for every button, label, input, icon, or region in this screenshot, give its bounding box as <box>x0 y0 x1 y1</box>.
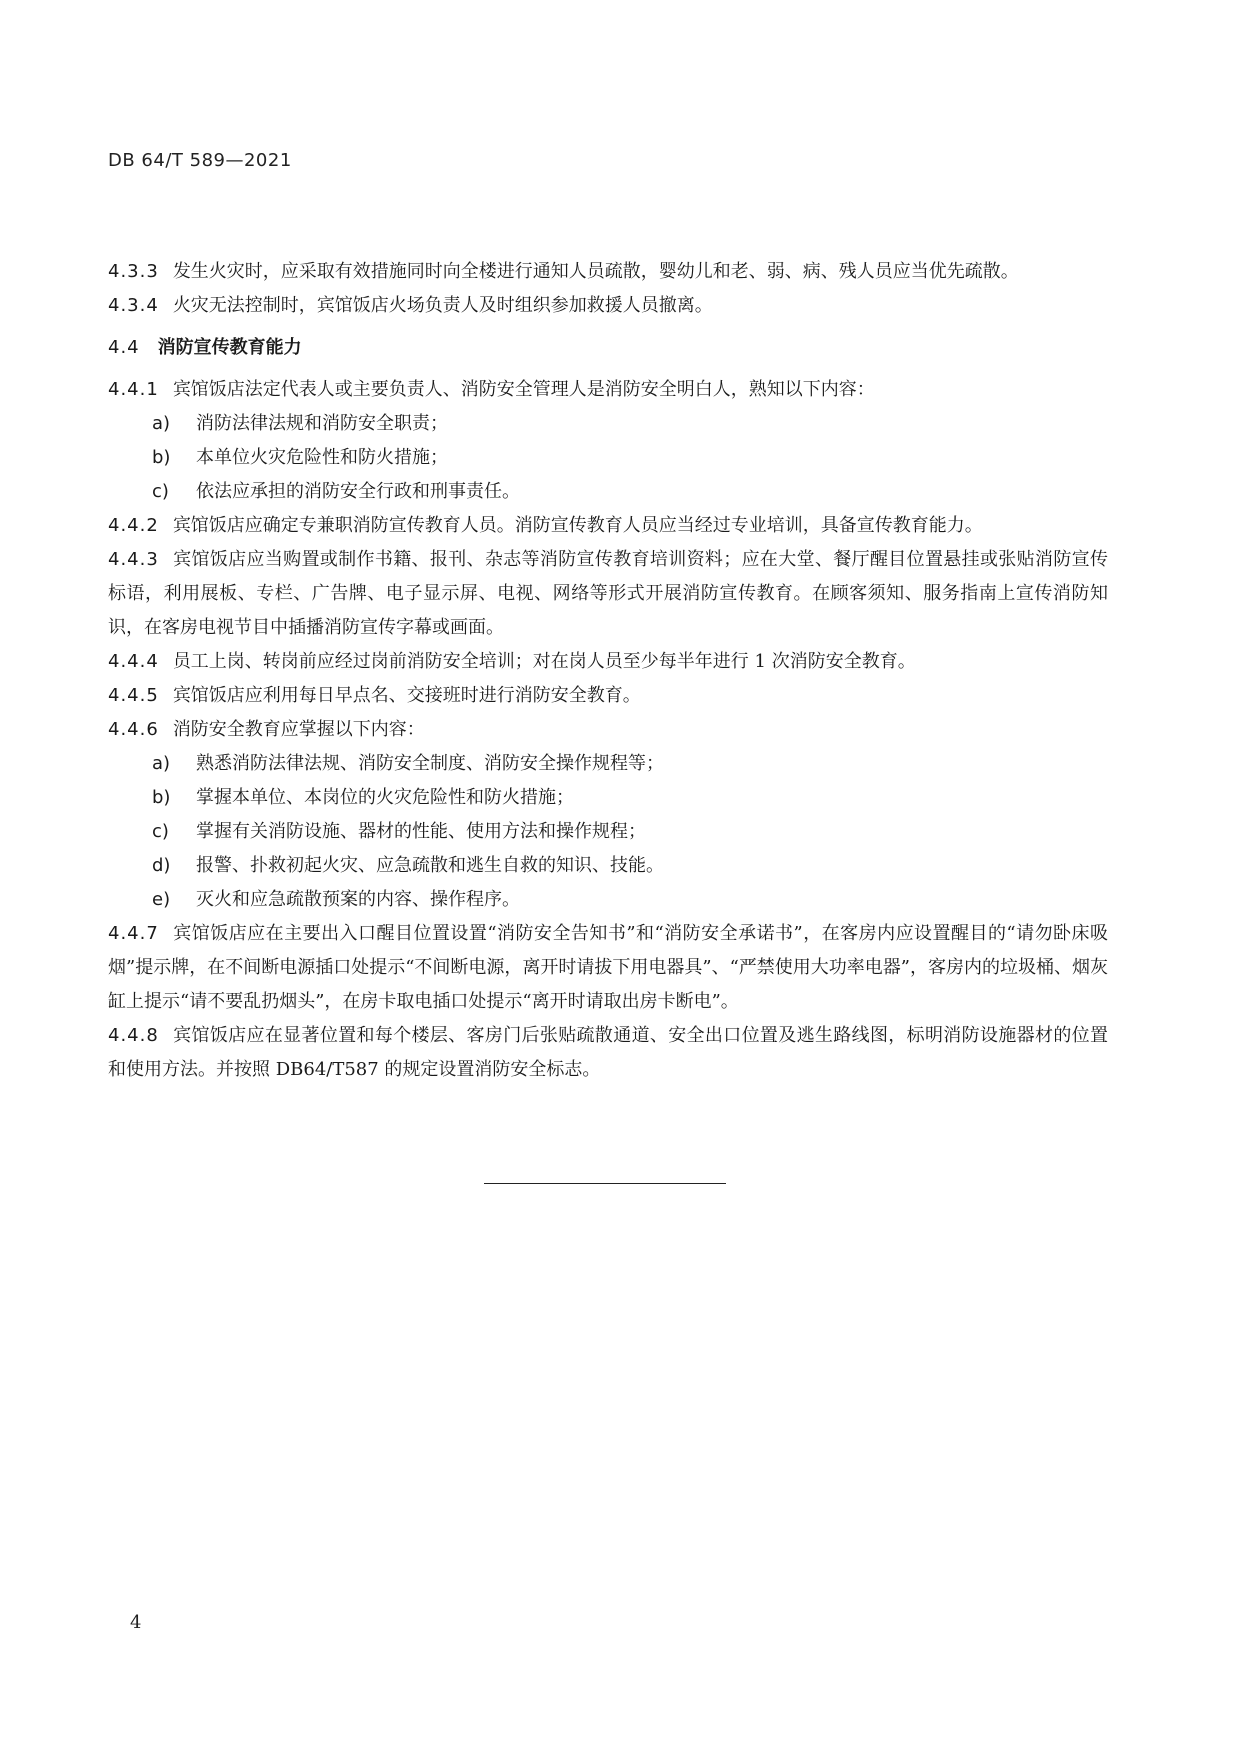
page-number: 4 <box>130 1612 142 1633</box>
list-text: 灭火和应急疏散预案的内容、操作程序。 <box>196 889 520 910</box>
clause-number: 4.4.4 <box>108 651 159 672</box>
clause-number: 4.3.3 <box>108 261 159 282</box>
end-of-document-rule <box>484 1183 726 1184</box>
list-text: 掌握有关消防设施、器材的性能、使用方法和操作规程； <box>196 821 646 842</box>
clause-4-4-2 <box>108 509 1108 543</box>
clause-number: 4.4.6 <box>108 719 159 740</box>
section-number: 4.4 <box>108 337 140 358</box>
list-marker: e) <box>152 889 171 910</box>
list-item <box>108 883 1108 917</box>
document-body <box>108 255 1108 1087</box>
clause-text: 宾馆饭店应利用每日早点名、交接班时进行消防安全教育。 <box>172 685 641 706</box>
clause-number: 4.4.3 <box>108 549 159 570</box>
clause-4-4-7 <box>108 917 1108 1019</box>
clause-text: 火灾无法控制时，宾馆饭店火场负责人及时组织参加救援人员撤离。 <box>172 295 713 316</box>
list-marker: c) <box>152 821 169 842</box>
clause-number: 4.4.2 <box>108 515 159 536</box>
clause-4-4-1 <box>108 373 1108 407</box>
list-marker: d) <box>152 855 171 876</box>
clause-4-3-4 <box>108 289 1108 323</box>
clause-text: 员工上岗、转岗前应经过岗前消防安全培训；对在岗人员至少每半年进行 1 次消防安全教育。 <box>172 651 916 672</box>
clause-text: 宾馆饭店应在显著位置和每个楼层、客房门后张贴疏散通道、安全出口位置及逃生路线图，标明消防设施器材的位置和使用方法。并按照 DB64/T587 的规定设置消防安全标志。 <box>108 1025 1108 1080</box>
list-marker: b) <box>152 447 171 468</box>
list-text: 掌握本单位、本岗位的火灾危险性和防火措施； <box>196 787 574 808</box>
list-item <box>108 475 1108 509</box>
list-item <box>108 747 1108 781</box>
clause-4-3-3 <box>108 255 1108 289</box>
clause-4-4-8 <box>108 1019 1108 1087</box>
clause-text: 发生火灾时，应采取有效措施同时向全楼进行通知人员疏散，婴幼儿和老、弱、病、残人员应当优先疏散。 <box>172 261 1019 282</box>
list-text: 本单位火灾危险性和防火措施； <box>196 447 448 468</box>
clause-number: 4.3.4 <box>108 295 159 316</box>
clause-number: 4.4.7 <box>108 923 159 944</box>
list-item <box>108 407 1108 441</box>
clause-text: 宾馆饭店应在主要出入口醒目位置设置“消防安全告知书”和“消防安全承诺书”，在客房内应设置醒目的“请勿卧床吸烟”提示牌，在不间断电源插口处提示“不间断电源，离开时请拔下用电器具”、“严禁使用大功率电器”，客房内的垃圾桶、烟灰缸上提示“请不要乱扔烟头”，在房卡取电插口处提示“离开时请取出房卡断电”。 <box>108 923 1109 1012</box>
section-heading-4-4 <box>108 331 1108 365</box>
section-title: 消防宣传教育能力 <box>157 337 302 358</box>
list-text: 熟悉消防法律法规、消防安全制度、消防安全操作规程等； <box>196 753 664 774</box>
list-marker: a) <box>152 413 171 434</box>
clause-text: 宾馆饭店应确定专兼职消防宣传教育人员。消防宣传教育人员应当经过专业培训，具备宣传教育能力。 <box>172 515 983 536</box>
clause-4-4-3 <box>108 543 1108 645</box>
clause-text: 宾馆饭店法定代表人或主要负责人、消防安全管理人是消防安全明白人，熟知以下内容： <box>172 379 875 400</box>
list-text: 依法应承担的消防安全行政和刑事责任。 <box>196 481 520 502</box>
list-marker: a) <box>152 753 171 774</box>
list-item <box>108 781 1108 815</box>
clause-number: 4.4.8 <box>108 1025 159 1046</box>
document-code: DB 64/T 589—2021 <box>108 150 292 171</box>
list-item <box>108 815 1108 849</box>
list-text: 消防法律法规和消防安全职责； <box>196 413 448 434</box>
list-text: 报警、扑救初起火灾、应急疏散和逃生自救的知识、技能。 <box>196 855 664 876</box>
list-marker: b) <box>152 787 171 808</box>
clause-4-4-6 <box>108 713 1108 747</box>
clause-number: 4.4.5 <box>108 685 159 706</box>
clause-number: 4.4.1 <box>108 379 159 400</box>
list-item <box>108 441 1108 475</box>
clause-text: 宾馆饭店应当购置或制作书籍、报刊、杂志等消防宣传教育培训资料；应在大堂、餐厅醒目位置悬挂或张贴消防宣传标语，利用展板、专栏、广告牌、电子显示屏、电视、网络等形式开展消防宣传教育。在顾客须知、服务指南上宣传消防知识，在客房电视节目中插播消防宣传字幕或画面。 <box>108 549 1108 638</box>
clause-text: 消防安全教育应掌握以下内容： <box>172 719 425 740</box>
clause-4-4-4 <box>108 645 1108 679</box>
list-marker: c) <box>152 481 169 502</box>
clause-4-4-5 <box>108 679 1108 713</box>
list-item <box>108 849 1108 883</box>
